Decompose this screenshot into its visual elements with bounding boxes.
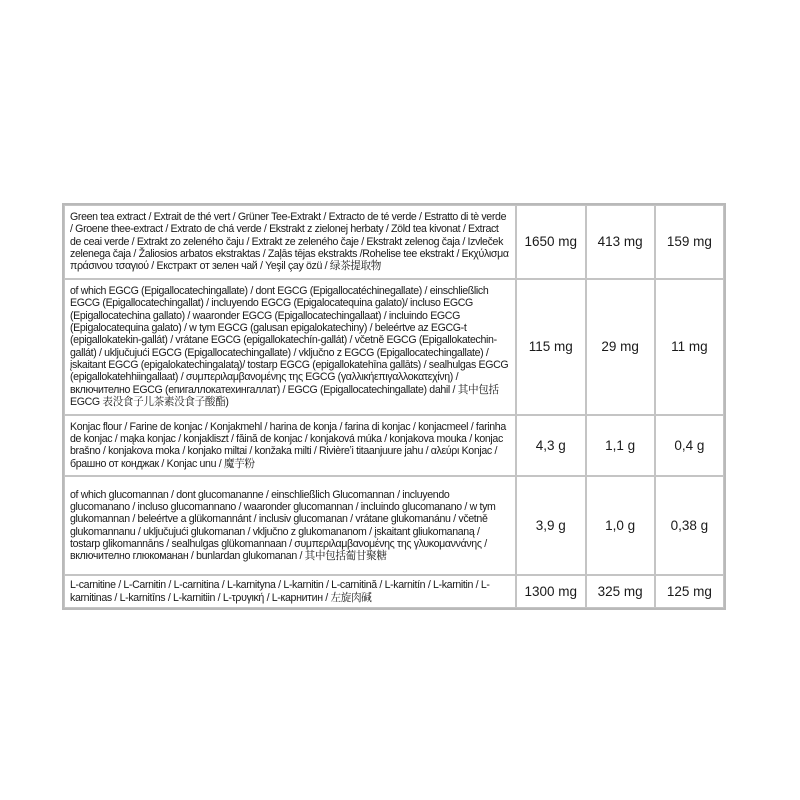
ingredient-label: L-carnitine / L-Carnitin / L-carnitina / L-karnityna / L-karnitin / L-carnitină / L-karnitín / L-karnitin / L-karnitinas / L-karnitīns / L-karnitiin / L-τρυγική / L-карнитин / 左旋肉碱 <box>64 575 516 608</box>
amount-cell: 1300 mg <box>516 575 586 608</box>
ingredient-label: Green tea extract / Extrait de thé vert / Grüner Tee-Extrakt / Extracto de té verde / Estratto di tè verde / Groene thee-extract / Extrato de chá verde / Ekstrakt z zielonej herbaty / Zöld tea kivonat / Extract de ceai verde / Extrakt zo zeleného čaju / Extrakt ze zeleného čaje / Ekstrakt zelenog čaja / Izvleček zelenega čaja / Žaliosios arbatos ekstraktas / Zaļās tējas ekstrakts /Rohelise tee ekstrakt / Εκχύλισμα πράσινου τσαγιού / Екстракт от зелен чай / Yeşil çay özü / 绿茶提取物 <box>64 205 516 279</box>
amount-cell: 3,9 g <box>516 476 586 575</box>
table-row <box>64 279 724 415</box>
amount-cell: 1,1 g <box>586 415 655 476</box>
table-row <box>64 415 724 476</box>
ingredient-label: of which glucomannan / dont glucomananne / einschließlich Glucomannan / incluyendo glucomanano / incluso glucomannano / waaronder glucomannan / incluindo glucomanano / w tym glukomannan / beleértve a glükomannánt / inclusiv glucomanan / vrátane glukomanánu / včetně glukomannanu / uključujući glukomanan / vključno z glukomananom / įskaitant gliukomananą / tostarp glikomannāns / sealhulgas glükomannaan / συμπεριλαμβανομένης της γλυκομαννάνης / включително глюкоманан / bunlardan glukomanan / 其中包括葡甘聚糖 <box>64 476 516 575</box>
amount-cell: 0,4 g <box>655 415 724 476</box>
amount-cell: 11 mg <box>655 279 724 415</box>
amount-cell: 413 mg <box>586 205 655 279</box>
amount-cell: 325 mg <box>586 575 655 608</box>
amount-cell: 29 mg <box>586 279 655 415</box>
table-row <box>64 476 724 575</box>
nutrition-table <box>62 203 726 610</box>
ingredient-label: Konjac flour / Farine de konjac / Konjakmehl / harina de konja / farina di konjac / konjacmeel / farinha de konjac / mąka konjac / konjakliszt / făină de konjac / konjaková múka / konjakova mouka / konjac brašno / konjakova moka / konjako miltai / konžaka milti / Rivièreʼi titaanjuure jahu / αλεύρι Konjac / брашно от конджак / Konjac unu / 魔芋粉 <box>64 415 516 476</box>
amount-cell: 0,38 g <box>655 476 724 575</box>
nutrition-table-container <box>62 203 726 610</box>
table-row <box>64 575 724 608</box>
amount-cell: 115 mg <box>516 279 586 415</box>
table-row <box>64 205 724 279</box>
amount-cell: 4,3 g <box>516 415 586 476</box>
ingredient-label: of which EGCG (Epigallocatechingallate) / dont EGCG (Epigallocatéchinegallate) / einschließlich EGCG (Epigallocatechingallat) / incluyendo EGCG (Epigalocatequina galato)/ incluso EGCG (Epigallocatechina gallato) / waaronder EGCG (Epigallocatechingallaat) / incluindo EGCG (Epigalocatequina galato) / w tym EGCG (galusan epigalokatechiny) / beleértve az EGCG-t (epigallokatekin-gallát) / vrátane EGCG (epigallokatechín-gallát) / včetně EGCG (Epigallokatechin-gallát) / uključujući EGCG (Epigallocatechingallate) / vključno z EGCG (Epigallocatechingallate) / įskaitant EGCG (epigalokatechingalatą)/ tostarp EGCG (epigallokatehīna gallāts) / sealhulgas EGCG (epigallokatehhiingallaat) / συμπεριλαμβανομένης της EGCG (γαλλικήεπιγαλλοκατεχίνη) / включително EGCG (епигаллокатехингаллат) / EGCG (Epigallocatechingallate) dahil / 其中包括EGCG 表没食子儿茶素没食子酸酯) <box>64 279 516 415</box>
amount-cell: 1,0 g <box>586 476 655 575</box>
amount-cell: 125 mg <box>655 575 724 608</box>
amount-cell: 159 mg <box>655 205 724 279</box>
amount-cell: 1650 mg <box>516 205 586 279</box>
